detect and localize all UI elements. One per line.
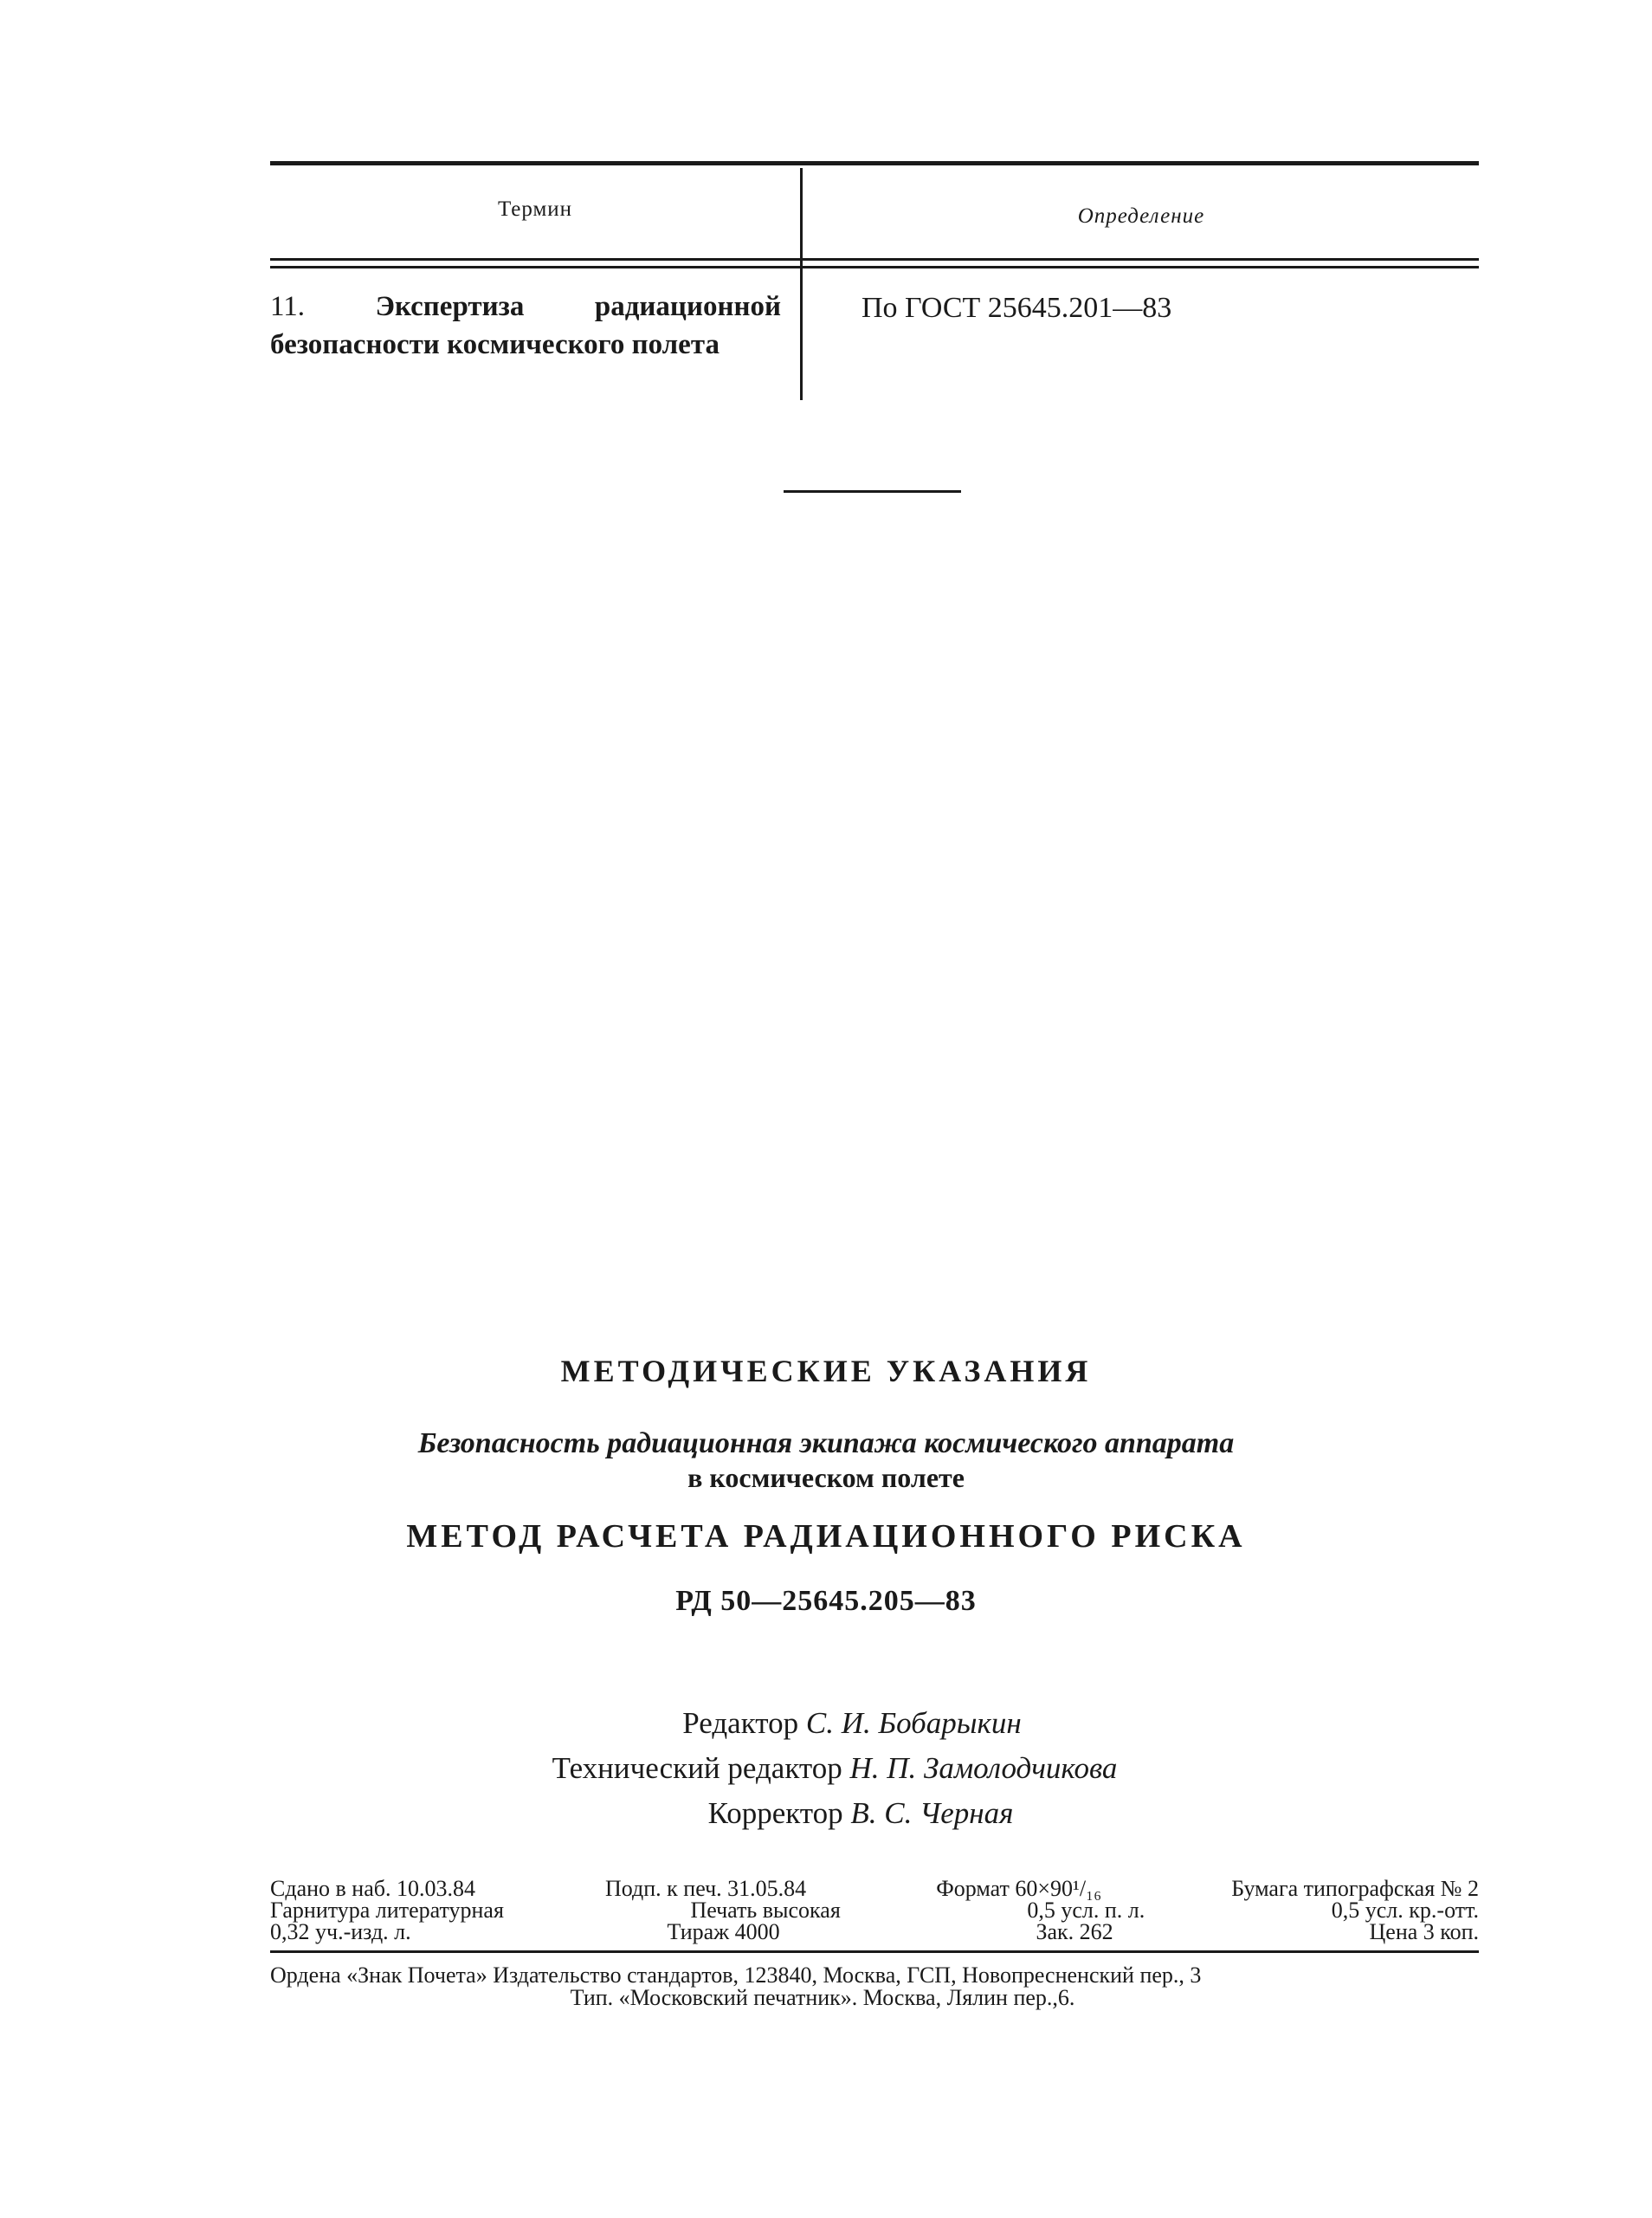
imprint-cell: Печать высокая — [690, 1898, 841, 1923]
imprint-cell: Подп. к печ. 31.05.84 — [605, 1876, 807, 1901]
term-line-1 — [270, 288, 781, 326]
table-row-definition: По ГОСТ 25645.201—83 — [861, 292, 1172, 324]
table-header-definition: Определение — [1077, 204, 1205, 228]
table-column-divider — [800, 168, 803, 400]
imprint-row-1 — [270, 1878, 1479, 1899]
imprint-cell: 0,32 уч.-изд. л. — [270, 1919, 411, 1944]
publisher-line-1: Ордена «Знак Почета» Издательство стандартов, 123840, Москва, ГСП, Новопресненский пер., 3 — [270, 1963, 1202, 1988]
table-header-rule-double — [270, 266, 1479, 268]
credit-proofreader — [0, 1791, 1652, 1836]
imprint-cell: 0,5 усл. кр.-отт. — [1331, 1898, 1479, 1923]
document-subtitle-line-2: в космическом полете — [687, 1462, 965, 1493]
credits — [0, 1701, 1652, 1836]
imprint-row-3 — [270, 1921, 1479, 1943]
credit-role: Технический редактор — [552, 1751, 842, 1785]
imprint-cell: Бумага типографская № 2 — [1231, 1876, 1479, 1901]
imprint-cell: Зак. 262 — [1036, 1919, 1113, 1944]
imprint-cell: Формат 60×90¹/₁₆ — [936, 1876, 1102, 1901]
document-subtitle-line-1: Безопасность радиационная экипажа космического аппарата — [417, 1427, 1235, 1459]
imprint-cell: Сдано в наб. 10.03.84 — [270, 1876, 475, 1901]
credit-person: В. С. Черная — [850, 1796, 1014, 1830]
section-divider — [784, 490, 961, 493]
imprint-cell: Гарнитура литературная — [270, 1898, 504, 1923]
credit-role: Корректор — [707, 1796, 843, 1830]
publisher-line-2: Тип. «Московский печатник». Москва, Лялин пер.,6. — [570, 1985, 1075, 2010]
credit-role: Редактор — [682, 1706, 799, 1740]
term-number: 11. — [270, 291, 306, 322]
imprint-row-2 — [270, 1899, 1479, 1921]
document-title: МЕТОД РАСЧЕТА РАДИАЦИОННОГО РИСКА — [406, 1518, 1246, 1555]
table-header-term: Термин — [497, 197, 573, 221]
credit-technical-editor — [0, 1746, 1652, 1791]
table-row-term — [270, 288, 781, 364]
table-header-rule — [270, 258, 1479, 261]
term-text-line-1: Экспертиза радиационной — [375, 291, 781, 322]
term-text-line-2: безопасности космического полета — [270, 329, 720, 360]
document-code: РД 50—25645.205—83 — [675, 1585, 977, 1617]
credit-editor — [0, 1701, 1652, 1746]
imprint-cell: 0,5 усл. п. л. — [1027, 1898, 1145, 1923]
imprint-rule — [270, 1950, 1479, 1953]
imprint-cell: Цена 3 коп. — [1369, 1919, 1479, 1944]
document-type-heading: МЕТОДИЧЕСКИЕ УКАЗАНИЯ — [560, 1354, 1092, 1388]
imprint-block — [270, 1878, 1479, 1943]
table-top-rule — [270, 161, 1479, 165]
credit-person: С. И. Бобарыкин — [805, 1706, 1022, 1740]
imprint-cell: Тираж 4000 — [667, 1919, 780, 1944]
publisher-block — [270, 1964, 1479, 2009]
credit-person: Н. П. Замолодчикова — [849, 1751, 1118, 1785]
